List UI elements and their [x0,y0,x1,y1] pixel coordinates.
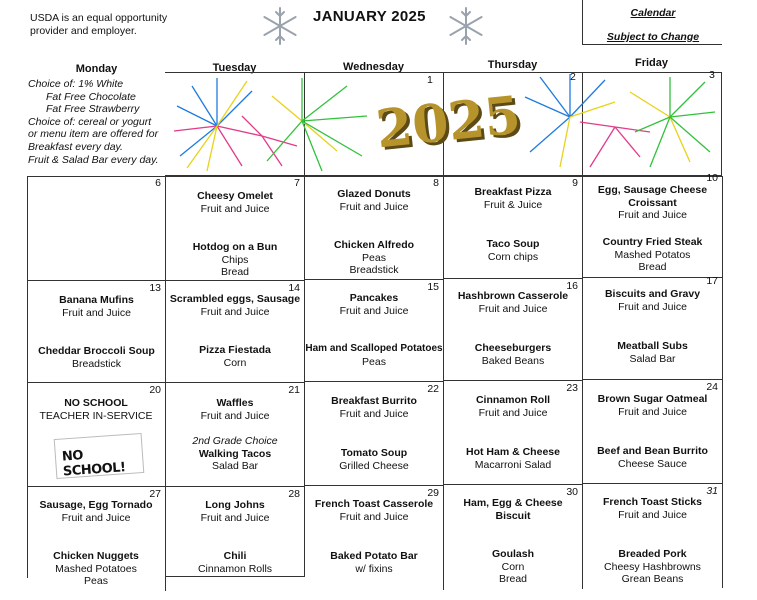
date-number: 22 [427,383,439,395]
date-number: 21 [288,384,300,396]
date-number: 8 [433,177,439,189]
day-cell [27,281,166,383]
breakfast: Egg, Sausage Cheese Croissant Fruit and Juice [597,184,708,221]
day-header-wednesday: Wednesday [343,61,404,73]
breakfast: French Toast Casserole Fruit and Juice [314,498,434,523]
day-cell [583,380,723,484]
day-cell [166,383,305,487]
note-line: Fat Free Strawberry [46,103,140,116]
day-cell [305,486,444,590]
date-number: 28 [288,488,300,500]
lunch: Chicken Alfredo Peas Breadstick [333,239,415,276]
lunch: Ham and Scalloped Potatoes Peas [305,343,443,368]
day-cell [305,382,444,486]
breakfast: Biscuits and Gravy Fruit and Juice [604,288,701,313]
date-number: 30 [566,486,578,498]
fireworks-icon [172,76,372,174]
date-number: 1 [427,74,433,86]
lunch: Cheddar Broccoli Soup Breadstick [38,345,155,370]
milk-and-breakfast-note [28,78,163,166]
breakfast: Glazed Donuts Fruit and Juice [337,188,411,213]
day-cell [444,485,583,589]
date-number: 27 [149,488,161,500]
lunch: 2nd Grade Choice Walking Tacos Salad Bar [192,435,278,472]
page-title: JANUARY 2025 [313,8,426,25]
day-cell [27,487,166,591]
lunch: Breaded Pork Cheesy Hashbrowns Grean Beans [604,548,701,585]
lunch: Baked Potato Bar w/ fixins [330,550,418,575]
note-line: Breakfast every day. [28,140,123,153]
date-number: 6 [155,177,161,189]
day-cell [305,176,444,280]
date-number: 16 [566,280,578,292]
year-banner: 2025 [373,84,524,161]
breakfast: Pancakes Fruit and Juice [339,292,409,317]
date-number: 29 [427,487,439,499]
date-number: 24 [706,381,718,393]
subject-to-change-note: Subject to Change [606,31,700,43]
closure-notice: NO SCHOOL TEACHER IN-SERVICE [39,397,153,422]
usda-statement: USDA is an equal opportunity provider and employer. [30,12,168,37]
date-number: 2 [570,71,576,83]
breakfast: Banana Mufins Fruit and Juice [59,294,134,319]
lunch: Hot Ham & Cheese Macarroni Salad [466,446,560,471]
day-cell [166,281,305,383]
calendar-link[interactable]: Calendar [630,7,676,19]
date-number: 20 [149,384,161,396]
breakfast: Waffles Fruit and Juice [200,397,270,422]
note-line: Fruit & Salad Bar every day. [28,153,159,166]
breakfast: Sausage, Egg Tornado Fruit and Juice [39,499,153,524]
breakfast: French Toast Sticks Fruit and Juice [602,496,702,521]
snowflake-icon [446,6,486,46]
lunch: Cheeseburgers Baked Beans [474,342,552,367]
note-line: or menu item are offered for [28,128,159,141]
lunch: Meatball Subs Salad Bar [617,340,688,365]
day-header-friday: Friday [634,57,668,69]
breakfast: Brown Sugar Oatmeal Fruit and Juice [597,393,708,418]
snowflake-icon [260,6,300,46]
day-cell [583,275,723,380]
lunch: Beef and Bean Burrito Cheese Sauce [597,445,708,470]
breakfast: Breakfast Pizza Fruit & Juice [474,186,552,211]
lunch: Chili Cinnamon Rolls [197,550,273,575]
lunch: Tomato Soup Grilled Cheese [339,447,409,472]
day-cell [444,381,583,485]
day-header-thursday: Thursday [487,59,538,71]
date-number: 3 [709,69,715,81]
fireworks-icon [520,72,718,170]
day-cell [444,279,583,381]
day-cell [444,176,583,279]
day-header-monday: Monday [75,63,118,75]
lunch: Country Fried Steak Mashed Potatos Bread [602,236,703,273]
breakfast: Long Johns Fruit and Juice [200,499,270,524]
date-number: 31 [706,485,718,497]
note-line: Fat Free Chocolate [46,90,136,103]
date-number: 15 [427,281,439,293]
top-links-box [582,0,722,45]
breakfast: Scrambled eggs, Sausage Fruit and Juice [169,293,301,318]
day-cell [27,176,166,281]
date-number: 23 [566,382,578,394]
lunch: Chicken Nuggets Mashed Potatoes Peas [53,550,139,587]
day-cell [583,484,723,588]
date-number: 10 [706,172,718,184]
date-number: 13 [149,282,161,294]
no-school-sign-text: NO SCHOOL! [61,448,127,480]
date-number: 14 [288,282,300,294]
breakfast: Hashbrown Casserole Fruit and Juice [457,290,569,315]
day-cell [305,280,444,382]
day-cell [166,176,305,281]
no-school-sign-icon [54,433,145,479]
breakfast: Cheesy Omelet Fruit and Juice [197,190,273,215]
lunch: Taco Soup Corn chips [486,238,540,263]
lunch: Hotdog on a Bun Chips Bread [192,241,278,278]
note-line: Choice of: 1% White [28,78,124,90]
date-number: 17 [706,275,718,287]
day-cell [166,487,305,577]
day-cell [583,172,723,278]
breakfast: Breakfast Burrito Fruit and Juice [331,395,417,420]
lunch: Pizza Fiestada Corn [199,344,271,369]
breakfast: Cinnamon Roll Fruit and Juice [475,394,551,419]
lunch: Goulash Corn Bread [491,548,534,585]
day-header-tuesday: Tuesday [212,62,257,74]
breakfast: Ham, Egg & Cheese Biscuit [463,497,563,522]
note-line: Choice of: cereal or yogurt [28,115,152,128]
date-number: 9 [572,177,578,189]
date-number: 7 [294,177,300,189]
